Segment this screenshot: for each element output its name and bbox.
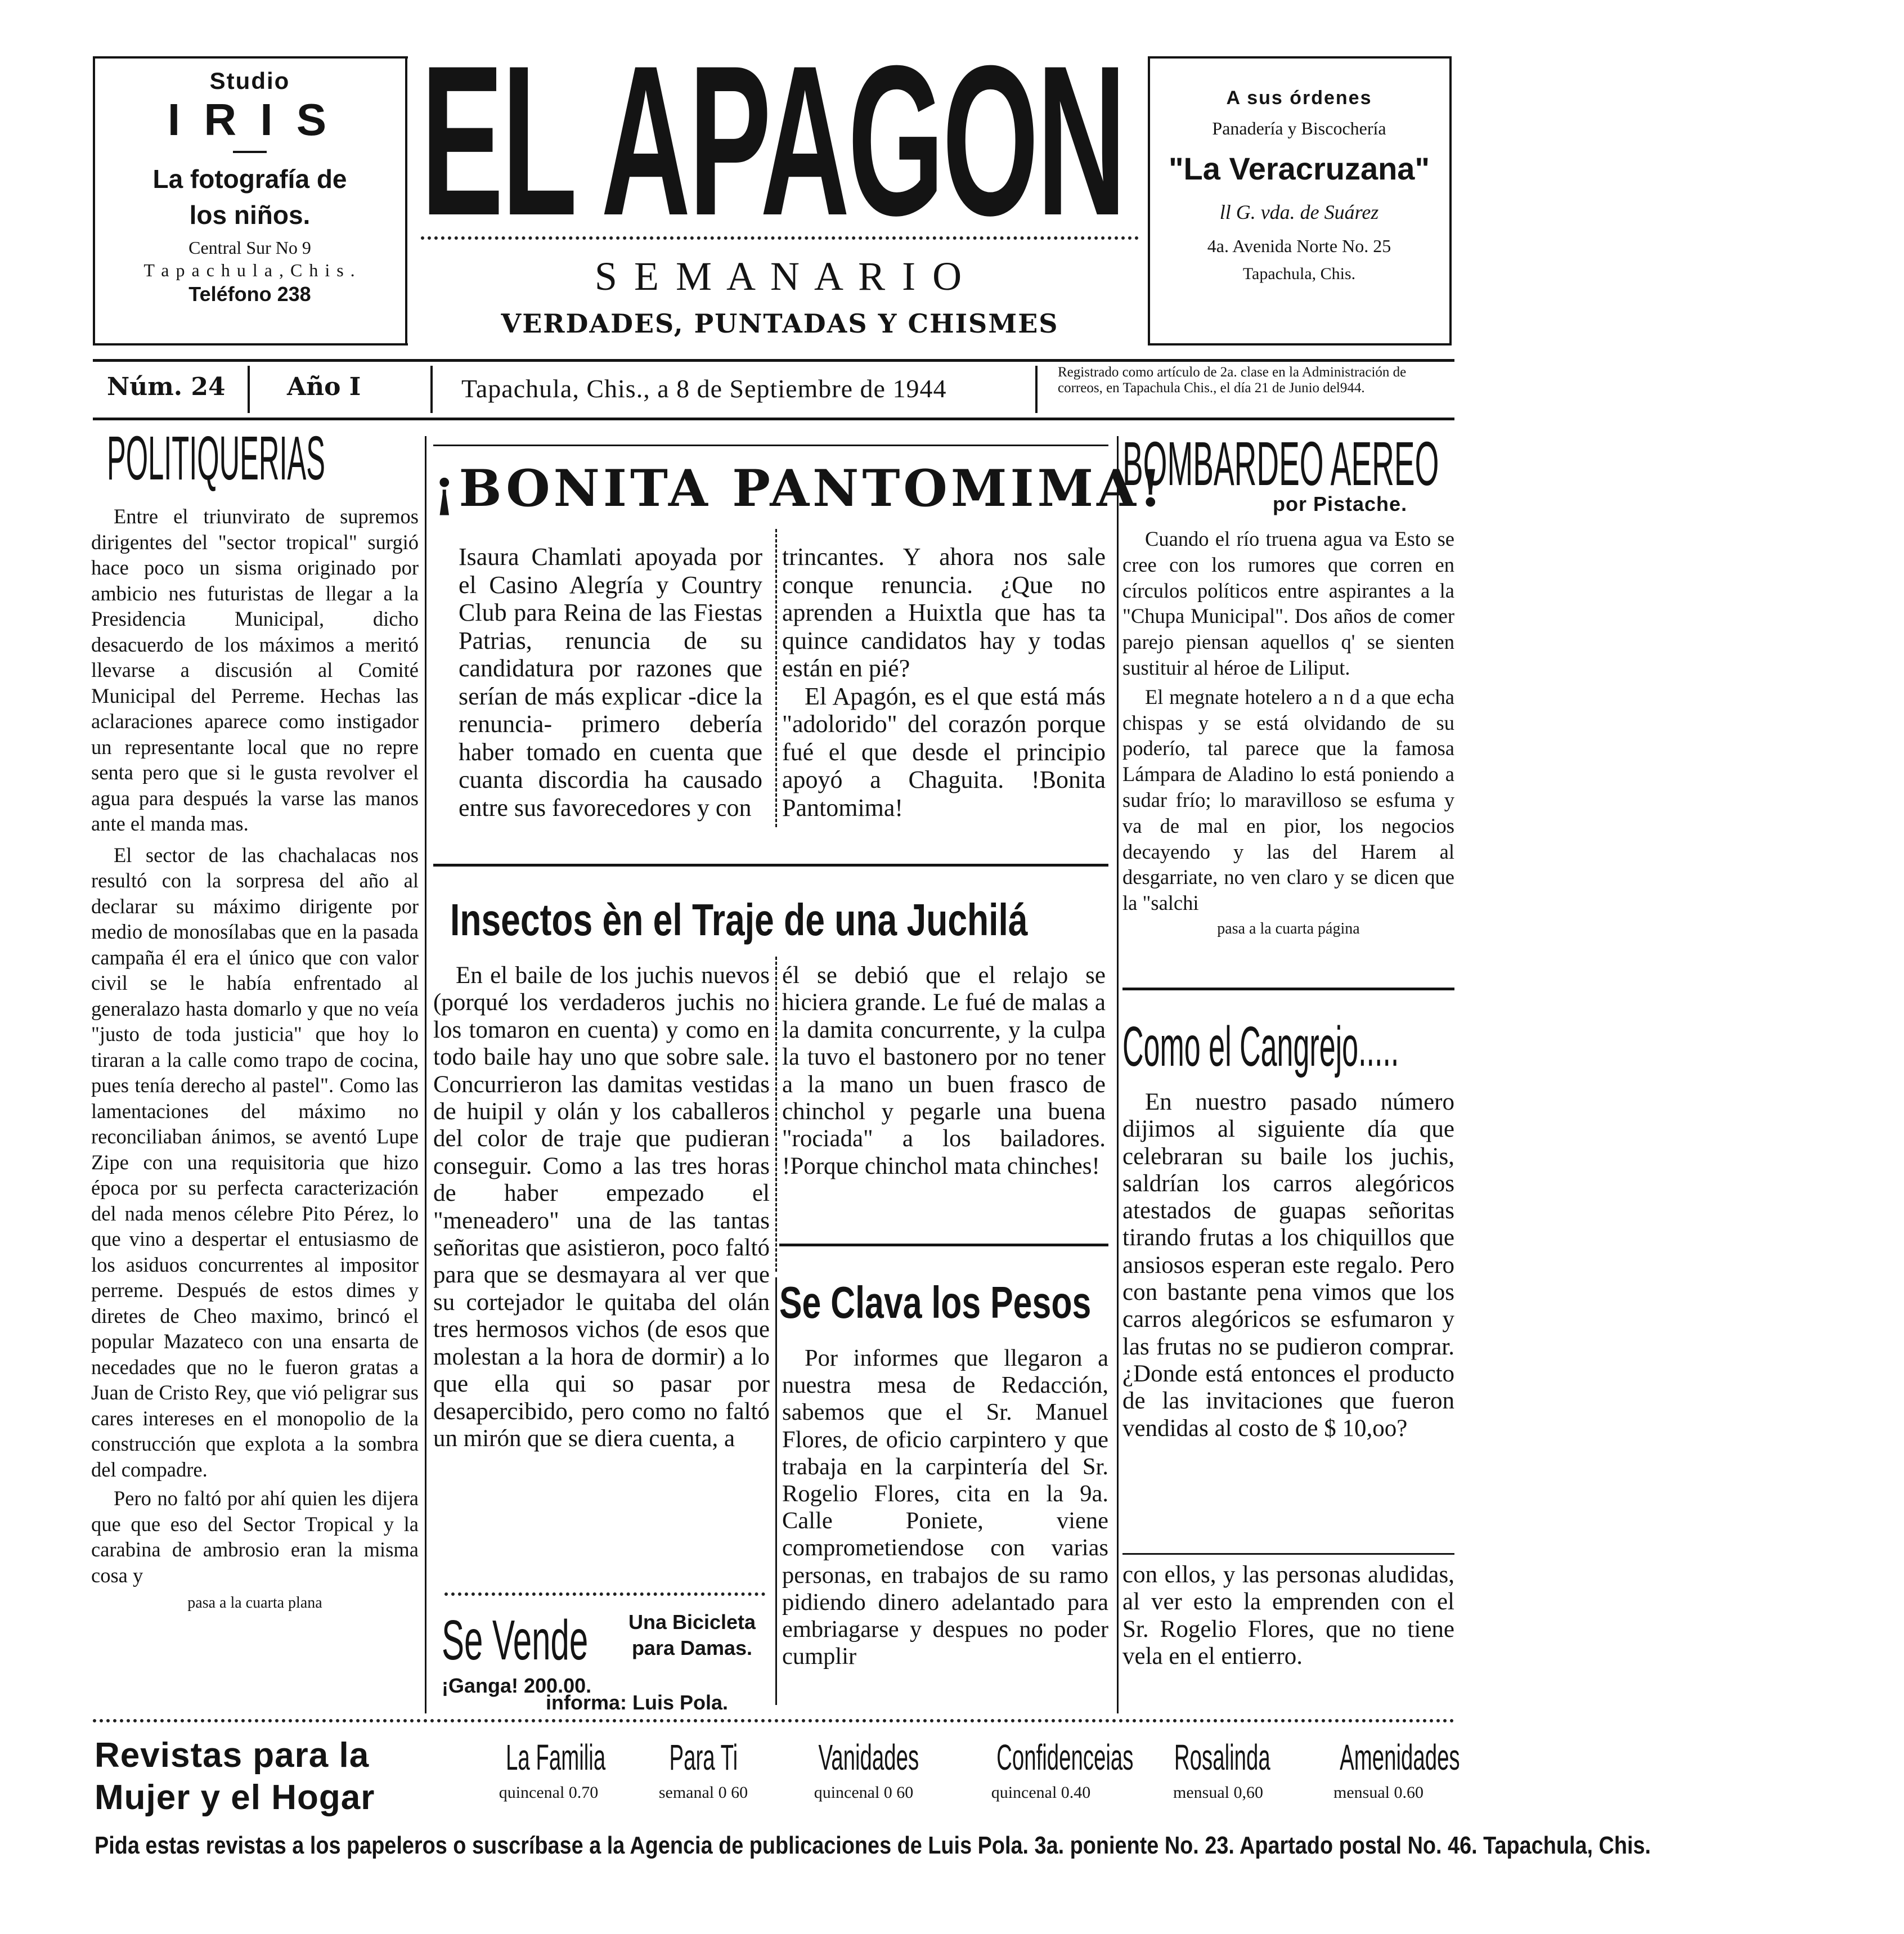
article-body: Por informes que llegaron a nuestra mesa de Redacción, sabemos que el Sr. Manuel Flores, de oficio carpintero y que trabaja en la carpintería del Sr. Rogelio Flores, cita en la 9a. Calle Poniete, viene comprometiendose con varias personas, en trabajos de su ramo pidiendo dinero adelantado para embriagarse y despues no poder cumplir (782, 1345, 1108, 1670)
se-vende-price: ¡Ganga! 200.00. (442, 1674, 592, 1697)
magazine-price: mensual 0,60 (1173, 1783, 1263, 1802)
magazine-name: Para Ti (669, 1737, 738, 1778)
article-title: POLITIQUERIAS (107, 424, 326, 493)
ad-brand: Studio (209, 68, 290, 94)
issue-number: Núm. 24 (107, 373, 226, 401)
article-paragraph: El Apagón, es el que está más "adolorido" del corazón porque fué el que desde el principio apoyó a Chaguita. !Bonita Pantomima! (782, 682, 1106, 822)
article-column-1: Isaura Chamlati apoyada por el Casino Alegría y Country Club para Reina de las Fiestas Patrias, renuncia de su candidatura por razones que serían de más explicar -dice la renuncia- primero debería haber tomado en cuenta que cuanta discordia ha causado entre sus favorecedores y con (459, 543, 762, 822)
newspaper-motto: VERDADES, PUNTADAS Y CHISMES (501, 308, 1059, 339)
ad-phone: Teléfono 238 (188, 282, 311, 306)
magazine-item (473, 1736, 625, 1802)
ad-line-1: A sus órdenes (1226, 87, 1372, 109)
footer-headline-1: Revistas para la (95, 1736, 370, 1775)
magazine-item (1142, 1736, 1294, 1802)
magazine-name: Amenidades (1340, 1737, 1460, 1778)
continued-note: pasa a la cuarta página (1217, 919, 1360, 937)
article-byline: por Pistache. (1273, 492, 1408, 515)
ad-shop-city: Tapachula, Chis. (1242, 264, 1356, 283)
newspaper-title: EL APAGON (421, 21, 1125, 260)
article-paragraph: trincantes. Y ahora nos sale conque renuncia. ¿Que no aprenden a Huixtla que has ta quince candidatos hay y todas están en pié? (782, 543, 1106, 682)
article-continuation: con ellos, y las personas aludidas, al ver esto la emprenden con el Sr. Rogelio Flores, que no tiene vela en el entierro. (1122, 1561, 1454, 1670)
ad-city: T a p a c h u l a , C h i s . (143, 260, 356, 280)
magazine-item (951, 1736, 1134, 1802)
ad-tagline-2: los niños. (189, 200, 311, 230)
magazine-name: Confidenceias (996, 1737, 1134, 1778)
studio-iris-ad (96, 68, 404, 307)
magazine-price: mensual 0.60 (1333, 1783, 1423, 1802)
article-column-2: él se debió que el relajo se hiciera grande. Le fué de malas a la damita concurrente, y la culpa la tuvo el bastonero por no tener a la mano un buen frasco de chinchol y pegarle una buena "rociada" a los bailadores. !Porque chinchol mata chinches! (782, 962, 1106, 1179)
ad-tagline-1: La fotografía de (152, 164, 347, 194)
ad-address: Central Sur No 9 (188, 237, 311, 258)
article-paragraph: Pero no faltó por ahí quien les dijera que que eso del Sector Tropical y la carabina de ambrosio eran la misma cosa y (91, 1487, 419, 1587)
magazine-item (1300, 1736, 1460, 1802)
footer-agency-line: Pida estas revistas a los papeleros o suscríbase a la Agencia de publicaciones de Luis Pola. 3a. poniente No. 23. Apartado postal No. 46. Tapachula, Chis. (95, 1832, 1651, 1859)
article-title: BOMBARDEO AEREO (1122, 429, 1439, 499)
issue-place-date: Tapachula, Chis., a 8 de Septiembre de 1944 (461, 374, 947, 403)
article-paragraph: Entre el triunvirato de supremos dirigentes del "sector tropical" surgió hace poco un sisma originado por ambicio nes futuristas de llegar a la Presidencia Municipal, dicho desacuerdo de los máximos a meritó llevarse a discusión al Comité Municipal del Perreme. Hechas las aclaraciones aparece como instigador un representante local que no repre senta pero que si le gusta revolver el agua para después la varse las manos ante el manda mas. (91, 505, 419, 835)
magazine-name: La Familia (506, 1737, 606, 1778)
se-vende-title: Se Vende (442, 1609, 589, 1672)
magazine-name: Rosalinda (1174, 1737, 1270, 1778)
magazine-price: quincenal 0.40 (991, 1783, 1091, 1802)
se-vende-contact: informa: Luis Pola. (546, 1691, 729, 1714)
ad-shop-name: "La Veracruzana" (1169, 151, 1430, 186)
article-column-1: En el baile de los juchis nuevos (porqué los verdaderos juchis no los tomaron en cuenta) y como en todo baile hay uno que sobre sale. Concurrieron las damitas vestidas de huipil y olán y los caballeros del color de traje que pudieran conseguir. Como a las tres horas de haber empezado el "meneadero" una de las tantas señoritas que asistieron, poco faltó para que se desmayara al ver que su cortejador le quitaba del olán tres hermosos vichos (de esos que molestan a la hora de dormir) a lo que ella qui so pasar por desapercibido, pero como no faltó un mirón que se diera cuenta, a (433, 962, 770, 1452)
issue-registration: Registrado como artículo de 2a. clase en la Administración de correos, en Tapachula Chis., el día 21 de Junio del944. (1058, 365, 1407, 396)
article-body: En nuestro pasado número dijimos al siguiente día que celebraran su baile los juchis, saldrían los carros alegóricos atestados de guapas señoritas tirando frutas a los chiquillos que ansiosos esperan este regalo. Pero con bastante pena vimos que los carros alegóricos se esfumaron y las frutas no se pudieron comprar. ¿Donde está entonces el producto de las invitaciones que fueron vendidas al costo de $ 10,oo? (1122, 1089, 1454, 1442)
ad-owner: ll G. vda. de Suárez (1219, 201, 1379, 223)
article-title: Se Clava los Pesos (779, 1277, 1092, 1327)
la-veracruzana-ad (1151, 84, 1447, 288)
article-paragraph: El sector de las chachalacas nos resultó con la sorpresa del año al declarar su máximo dirigente por medio de monosílabas que en la pasada campaña él era el único que con valor civil se le había enfrentado al generalazo hasta domarlo y que no veía "justo de toda justicia" que hoy lo tiraran a la calle como trapo de cocina, pues tenía derecho al pastel". Como las lamentaciones del máximo no reconciliaban ánimos, se aventó Lupe Zipe con una requisitoria que hizo época por su perfecta caracterización del nada menos célebre Pito Pérez, lo que vino a despertar el entusiasmo de los asiduos concurrentes al impositor perreme. Después de estos dimes y diretes de Cheo maximo, brincó el popular Mazateco con una ensarta de necedades que no le fueron gratas a Juan de Cristo Rey, que vió peligrar sus cares intereses en el monopolio de la construcción que explota a la sombra del compadre. (91, 843, 419, 1481)
article-title: Insectos èn el Traje de una Juchilá (450, 895, 1028, 945)
ad-name: I R I S (167, 95, 333, 145)
magazine-item (630, 1736, 776, 1802)
article-paragraph: Cuando el río truena agua va Esto se cree con los rumores que corren en círculos políticos entre aspirantes a la "Chupa Municipal". Dos años de comer parejo piensan aquellos q' se sienten sustituir al héroe de Liliput. (1122, 527, 1454, 679)
ad-shop-address: 4a. Avenida Norte No. 25 (1207, 236, 1391, 256)
magazine-price: semanal 0 60 (658, 1783, 748, 1802)
se-vende-item: Una Bicicleta para Damas. (628, 1610, 756, 1659)
issue-year: Año I (287, 373, 361, 401)
magazine-item (785, 1736, 942, 1802)
newspaper-subtitle: S E M A N A R I O (594, 254, 966, 299)
newspaper-title-wrap (421, 21, 1139, 260)
magazine-price: quincenal 0.70 (499, 1783, 599, 1802)
magazine-name: Vanidades (818, 1737, 919, 1778)
magazine-price: quincenal 0 60 (814, 1783, 914, 1802)
article-paragraph: El megnate hotelero a n d a que echa chispas y se está olvidando de su poderío, tal parece que la famosa Lámpara de Aladino lo está poniendo a sudar frío; lo maravilloso se esfuma y va de mal en pior, los negocios decayendo y las del Harem al desgarriate, no ven claro y se dicen que la "salchi (1122, 685, 1454, 915)
article-title: Como el Cangrejo..... (1122, 1015, 1399, 1078)
ad-line-2: Panadería y Biscochería (1212, 118, 1386, 138)
footer-headline-2: Mujer y el Hogar (95, 1778, 375, 1817)
article-title: ¡BONITA PANTOMIMA! (433, 459, 1165, 518)
continued-note: pasa a la cuarta plana (187, 1594, 322, 1612)
